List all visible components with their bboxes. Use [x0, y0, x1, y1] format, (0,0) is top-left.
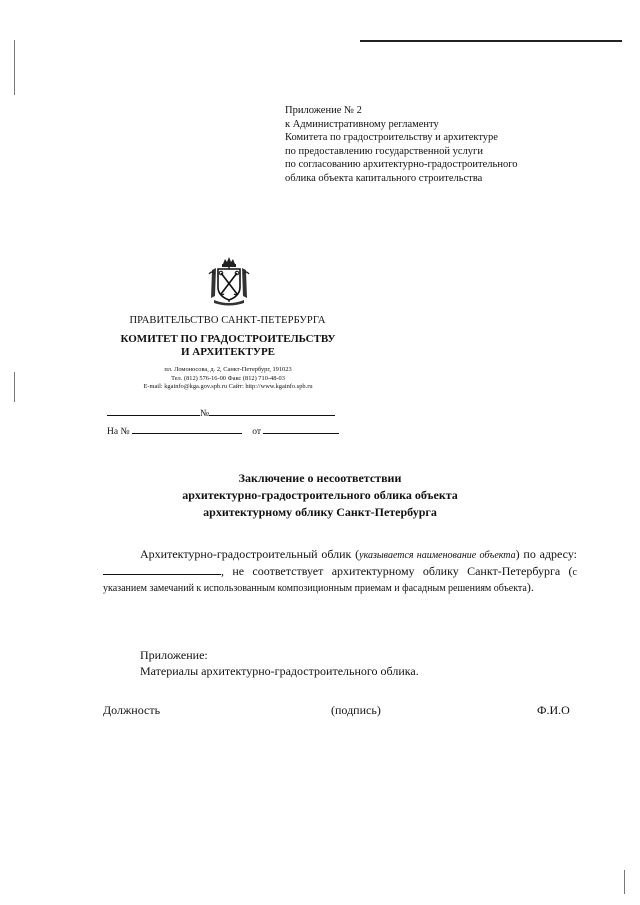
- body-text: ) по адресу:: [515, 547, 577, 561]
- contact-block: [100, 366, 356, 392]
- reference-label: На №: [107, 427, 130, 437]
- object-name-hint: указывается наименование объекта: [359, 550, 516, 561]
- attachment-label: Приложение:: [140, 648, 208, 662]
- annex-line: облика объекта капитального строительства: [285, 172, 483, 184]
- government-title: ПРАВИТЕЛЬСТВО САНКТ-ПЕТЕРБУРГА: [129, 315, 326, 326]
- annex-line: Приложение № 2: [285, 105, 362, 116]
- signature-sign: (подпись): [331, 703, 381, 717]
- annex-line: по предоставлению государственной услуги: [285, 145, 483, 157]
- outgoing-number-line: [107, 406, 335, 419]
- date-blank: [107, 406, 200, 416]
- title-line: архитектурно-градостроительного облика объекта: [182, 488, 458, 502]
- reference-number-line: [107, 424, 339, 437]
- committee-name: [100, 333, 356, 359]
- coat-of-arms-icon: [206, 256, 252, 306]
- annex-line: по согласованию архитектурно-градостроительного: [285, 159, 518, 171]
- scan-edge-mark: [14, 372, 15, 402]
- email-site: E-mail: kgainfo@kga.gov.spb.ru Сайт: http://www.kgainfo.spb.ru: [143, 383, 313, 391]
- postal-address: пл. Ломоносова, д. 2, Санкт-Петербург, 191023: [164, 366, 292, 373]
- body-text: ).: [526, 580, 534, 594]
- number-sign: №: [200, 409, 210, 419]
- body-text: , не соответствует архитектурному облику Санкт-Петербурга (: [221, 563, 573, 578]
- signature-name: Ф.И.О: [537, 703, 570, 717]
- top-rule: [360, 40, 622, 42]
- attachment-block: [140, 647, 419, 679]
- body-text: Архитектурно-градостроительный облик (: [140, 547, 360, 561]
- committee-name-line: И АРХИТЕКТУРЕ: [181, 346, 275, 358]
- number-blank: [209, 406, 335, 416]
- annex-reference: [285, 104, 518, 186]
- conclusion-body: [103, 547, 577, 597]
- title-line: архитектурному облику Санкт-Петербурга: [203, 505, 437, 519]
- scan-edge-mark: [14, 40, 15, 95]
- document-title: [120, 470, 520, 521]
- reference-blank: [132, 424, 242, 434]
- annex-line: к Административному регламенту: [285, 118, 439, 130]
- phone-fax: Тел. (812) 576-16-00 Факс (812) 710-48-03: [171, 374, 285, 382]
- from-label: от: [252, 427, 262, 437]
- from-date-blank: [263, 424, 339, 434]
- signature-position: Должность: [103, 703, 161, 717]
- scan-edge-mark: [624, 870, 625, 894]
- remarks-hint: с указанием замечаний к использованным композиционным приемам и фасадным решениям объекта: [103, 566, 577, 594]
- committee-name-line: КОМИТЕТ ПО ГРАДОСТРОИТЕЛЬСТВУ: [120, 333, 336, 345]
- annex-line: Комитета по градостроительству и архитектуре: [285, 132, 498, 144]
- address-blank: [103, 564, 221, 575]
- title-line: Заключение о несоответствии: [238, 471, 402, 485]
- attachment-text: Материалы архитектурно-градостроительного облика.: [140, 664, 419, 678]
